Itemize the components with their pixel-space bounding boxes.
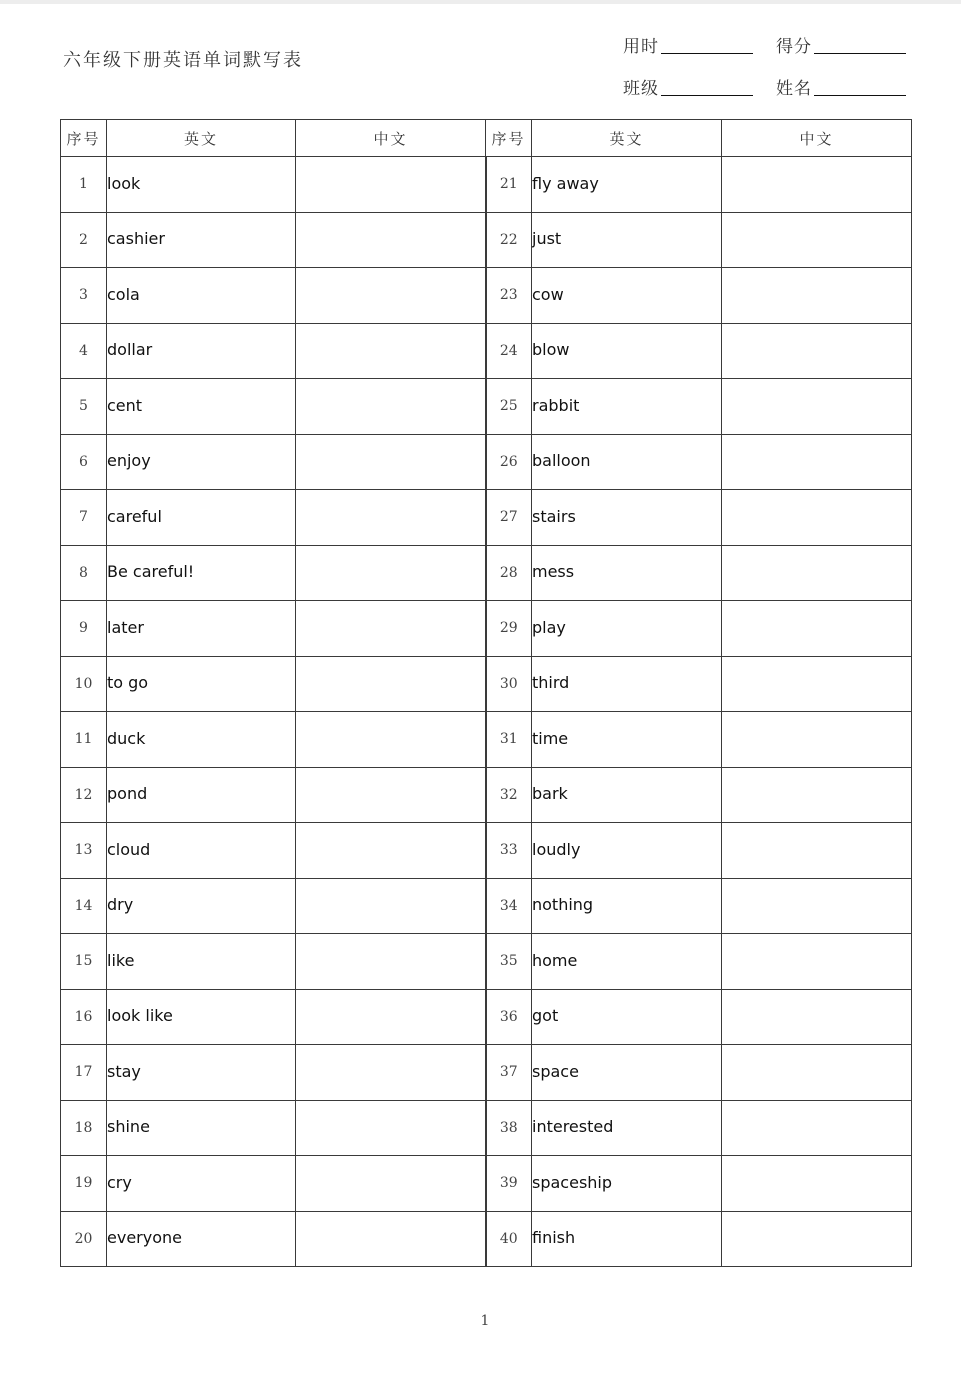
english-word-left-text: pond [107, 784, 148, 804]
chinese-answer-right[interactable] [722, 934, 912, 990]
row-number-right [486, 1156, 532, 1212]
row-number-right [486, 934, 532, 990]
row-number-right [486, 712, 532, 768]
table-row [61, 545, 912, 601]
row-number-left [61, 379, 107, 435]
english-word-left-text: later [107, 617, 144, 637]
english-word-left [107, 601, 296, 657]
english-word-right [532, 434, 722, 490]
english-word-right-text: home [532, 950, 578, 970]
english-word-right [532, 989, 722, 1045]
row-number-left [61, 601, 107, 657]
english-word-left [107, 434, 296, 490]
english-word-right-text: blow [532, 340, 570, 360]
english-word-left [107, 1100, 296, 1156]
class-label: 班级 [623, 79, 659, 99]
english-word-left-text: look [107, 173, 141, 193]
row-number-left-text: 2 [79, 231, 88, 248]
chinese-answer-right[interactable] [722, 490, 912, 546]
english-word-left-text: careful [107, 506, 162, 526]
chinese-answer-right[interactable] [722, 1045, 912, 1101]
table-row [61, 434, 912, 490]
english-word-right-text: interested [532, 1117, 614, 1137]
english-word-left [107, 1045, 296, 1101]
english-word-left-text: look like [107, 1006, 173, 1026]
row-number-right [486, 1211, 532, 1267]
english-word-left [107, 212, 296, 268]
chinese-answer-right[interactable] [722, 767, 912, 823]
table-row [61, 601, 912, 657]
row-number-left [61, 323, 107, 379]
english-word-right-text: just [532, 229, 562, 249]
table-row [61, 157, 912, 213]
chinese-answer-left[interactable] [296, 1100, 486, 1156]
row-number-right-text: 38 [499, 1119, 518, 1136]
english-word-left-text: everyone [107, 1228, 182, 1248]
chinese-answer-right[interactable] [722, 712, 912, 768]
english-word-right-text: fly away [532, 173, 599, 193]
row-number-right [486, 379, 532, 435]
table-row [61, 490, 912, 546]
english-word-left [107, 656, 296, 712]
chinese-answer-right[interactable] [722, 157, 912, 213]
table-row [61, 1211, 912, 1267]
english-word-left [107, 379, 296, 435]
chinese-answer-left[interactable] [296, 212, 486, 268]
row-number-left [61, 545, 107, 601]
english-word-right-text: cow [532, 284, 564, 304]
row-number-left [61, 157, 107, 213]
english-word-left-text: cry [107, 1172, 132, 1192]
table-row [61, 989, 912, 1045]
row-number-left-text: 8 [79, 564, 88, 581]
english-word-left [107, 1211, 296, 1267]
time-label: 用时 [623, 37, 659, 57]
row-number-left-text: 5 [79, 398, 88, 415]
table-body [61, 157, 912, 1267]
row-number-left [61, 490, 107, 546]
english-word-left [107, 934, 296, 990]
english-word-left-text: to go [107, 673, 149, 693]
english-word-right-text: time [532, 728, 569, 748]
english-word-left [107, 989, 296, 1045]
row-number-right-text: 33 [499, 842, 518, 859]
chinese-answer-right[interactable] [722, 656, 912, 712]
chinese-answer-right[interactable] [722, 989, 912, 1045]
row-number-right [486, 545, 532, 601]
row-number-right-text: 36 [499, 1008, 518, 1025]
english-word-left-text: stay [107, 1061, 141, 1081]
row-number-right-text: 29 [499, 620, 518, 637]
table-row [61, 212, 912, 268]
english-word-left-text: duck [107, 728, 146, 748]
english-word-left-text: cent [107, 395, 143, 415]
chinese-answer-left[interactable] [296, 379, 486, 435]
row-number-left-text: 13 [74, 842, 93, 859]
chinese-answer-right[interactable] [722, 268, 912, 324]
row-number-left-text: 3 [79, 287, 88, 304]
row-number-left [61, 1156, 107, 1212]
english-word-left-text: cloud [107, 839, 151, 859]
english-word-right [532, 212, 722, 268]
english-word-right [532, 823, 722, 879]
english-word-right [532, 1156, 722, 1212]
english-word-left [107, 823, 296, 879]
chinese-answer-left[interactable] [296, 268, 486, 324]
name-field[interactable] [776, 74, 906, 99]
row-number-right-text: 37 [499, 1064, 518, 1081]
row-number-right-text: 30 [499, 675, 518, 692]
page-top-edge [0, 0, 961, 4]
row-number-right [486, 989, 532, 1045]
row-number-left [61, 989, 107, 1045]
row-number-left [61, 656, 107, 712]
table-row [61, 1045, 912, 1101]
english-word-right-text: balloon [532, 451, 591, 471]
chinese-answer-left[interactable] [296, 323, 486, 379]
chinese-answer-left[interactable] [296, 490, 486, 546]
english-word-right [532, 268, 722, 324]
row-number-right [486, 212, 532, 268]
row-number-left-text: 16 [74, 1008, 93, 1025]
page-number: 1 [480, 1313, 490, 1329]
english-word-left-text: dollar [107, 340, 153, 360]
chinese-answer-left[interactable] [296, 656, 486, 712]
row-number-left-text: 14 [74, 897, 93, 914]
english-word-right-text: rabbit [532, 395, 580, 415]
chinese-answer-left[interactable] [296, 712, 486, 768]
english-word-right-text: got [532, 1006, 559, 1026]
header-index-right: 序号 [486, 120, 532, 157]
row-number-right-text: 31 [499, 731, 518, 748]
table-row [61, 656, 912, 712]
english-word-right [532, 379, 722, 435]
english-word-right-text: play [532, 617, 566, 637]
row-number-left [61, 268, 107, 324]
row-number-left [61, 434, 107, 490]
english-word-right [532, 545, 722, 601]
row-number-right-text: 34 [499, 897, 518, 914]
chinese-answer-left[interactable] [296, 601, 486, 657]
row-number-left [61, 767, 107, 823]
table-row [61, 323, 912, 379]
table-row [61, 712, 912, 768]
chinese-answer-right[interactable] [722, 545, 912, 601]
english-word-left [107, 712, 296, 768]
row-number-right [486, 323, 532, 379]
row-number-left-text: 10 [74, 675, 93, 692]
english-word-left-text: dry [107, 895, 134, 915]
chinese-answer-left[interactable] [296, 1045, 486, 1101]
header-chinese-left: 中文 [296, 120, 486, 157]
row-number-left [61, 823, 107, 879]
row-number-right-text: 32 [499, 786, 518, 803]
header-chinese-right: 中文 [722, 120, 912, 157]
english-word-right-text: third [532, 673, 570, 693]
row-number-right-text: 21 [499, 176, 518, 193]
row-number-right-text: 40 [499, 1230, 518, 1247]
english-word-right [532, 712, 722, 768]
row-number-left-text: 4 [79, 342, 88, 359]
row-number-left [61, 212, 107, 268]
row-number-right [486, 490, 532, 546]
row-number-right [486, 268, 532, 324]
class-blank[interactable] [661, 95, 753, 96]
row-number-left-text: 20 [74, 1230, 93, 1247]
chinese-answer-right[interactable] [722, 323, 912, 379]
row-number-right-text: 35 [499, 953, 518, 970]
row-number-right [486, 823, 532, 879]
english-word-right [532, 1100, 722, 1156]
english-word-left [107, 323, 296, 379]
chinese-answer-right[interactable] [722, 1211, 912, 1267]
table-header-row [61, 120, 912, 157]
table-row [61, 1100, 912, 1156]
row-number-right-text: 39 [499, 1175, 518, 1192]
header-english-left: 英文 [107, 120, 296, 157]
english-word-right-text: spaceship [532, 1172, 613, 1192]
row-number-left [61, 1045, 107, 1101]
score-blank[interactable] [814, 53, 906, 54]
table-row [61, 767, 912, 823]
row-number-left-text: 15 [74, 953, 93, 970]
chinese-answer-right[interactable] [722, 1100, 912, 1156]
row-number-right-text: 25 [499, 398, 518, 415]
english-word-right-text: bark [532, 784, 568, 804]
english-word-left [107, 157, 296, 213]
chinese-answer-right[interactable] [722, 379, 912, 435]
chinese-answer-left[interactable] [296, 545, 486, 601]
row-number-right [486, 1100, 532, 1156]
row-number-right-text: 27 [499, 509, 518, 526]
english-word-left-text: cashier [107, 229, 165, 249]
table-row [61, 268, 912, 324]
row-number-left-text: 6 [79, 453, 88, 470]
english-word-right [532, 157, 722, 213]
english-word-right [532, 767, 722, 823]
chinese-answer-left[interactable] [296, 989, 486, 1045]
row-number-left [61, 1211, 107, 1267]
english-word-left [107, 1156, 296, 1212]
table-row [61, 823, 912, 879]
chinese-answer-left[interactable] [296, 434, 486, 490]
row-number-left-text: 12 [74, 786, 93, 803]
row-number-right-text: 23 [499, 287, 518, 304]
english-word-left [107, 268, 296, 324]
chinese-answer-left[interactable] [296, 1211, 486, 1267]
english-word-right-text: mess [532, 562, 575, 582]
english-word-right [532, 490, 722, 546]
english-word-right [532, 1211, 722, 1267]
chinese-answer-right[interactable] [722, 823, 912, 879]
english-word-right [532, 323, 722, 379]
score-label: 得分 [776, 37, 812, 57]
row-number-left [61, 878, 107, 934]
english-word-left [107, 490, 296, 546]
english-word-left-text: Be careful! [107, 562, 195, 582]
name-blank[interactable] [814, 95, 906, 96]
chinese-answer-right[interactable] [722, 212, 912, 268]
row-number-right [486, 157, 532, 213]
chinese-answer-left[interactable] [296, 878, 486, 934]
row-number-right-text: 28 [499, 564, 518, 581]
english-word-left-text: like [107, 950, 135, 970]
row-number-left [61, 712, 107, 768]
class-field[interactable] [623, 74, 753, 99]
row-number-right [486, 767, 532, 823]
row-number-left [61, 1100, 107, 1156]
chinese-answer-left[interactable] [296, 823, 486, 879]
table-row [61, 379, 912, 435]
score-field[interactable] [776, 32, 906, 57]
english-word-right [532, 601, 722, 657]
table-row [61, 878, 912, 934]
header-english-right: 英文 [532, 120, 722, 157]
english-word-right-text: space [532, 1061, 579, 1081]
time-field[interactable] [623, 32, 753, 57]
row-number-right-text: 22 [499, 231, 518, 248]
row-number-left-text: 18 [74, 1119, 93, 1136]
chinese-answer-right[interactable] [722, 1156, 912, 1212]
row-number-right [486, 656, 532, 712]
english-word-left [107, 878, 296, 934]
row-number-left-text: 19 [74, 1175, 93, 1192]
row-number-left-text: 11 [74, 731, 93, 748]
row-number-left-text: 7 [79, 509, 88, 526]
english-word-left-text: shine [107, 1117, 150, 1137]
english-word-left-text: cola [107, 284, 140, 304]
chinese-answer-left[interactable] [296, 934, 486, 990]
chinese-answer-left[interactable] [296, 1156, 486, 1212]
english-word-right [532, 878, 722, 934]
chinese-answer-right[interactable] [722, 434, 912, 490]
worksheet-title: 六年级下册英语单词默写表 [63, 50, 303, 71]
row-number-right-text: 24 [499, 342, 518, 359]
english-word-right [532, 1045, 722, 1101]
chinese-answer-right[interactable] [722, 878, 912, 934]
time-blank[interactable] [661, 53, 753, 54]
chinese-answer-left[interactable] [296, 767, 486, 823]
row-number-right [486, 601, 532, 657]
header-index-left: 序号 [61, 120, 107, 157]
row-number-right [486, 434, 532, 490]
english-word-right-text: loudly [532, 839, 581, 859]
english-word-right-text: stairs [532, 506, 576, 526]
english-word-left-text: enjoy [107, 451, 151, 471]
english-word-left [107, 545, 296, 601]
row-number-left-text: 1 [79, 176, 88, 193]
english-word-right-text: finish [532, 1228, 576, 1248]
row-number-left-text: 9 [79, 620, 88, 637]
english-word-right-text: nothing [532, 895, 594, 915]
table-row [61, 934, 912, 990]
english-word-left [107, 767, 296, 823]
table-row [61, 1156, 912, 1212]
row-number-left [61, 934, 107, 990]
row-number-right [486, 1045, 532, 1101]
english-word-right [532, 656, 722, 712]
row-number-left-text: 17 [74, 1064, 93, 1081]
row-number-right-text: 26 [499, 453, 518, 470]
row-number-right [486, 878, 532, 934]
vocabulary-table [60, 119, 912, 1267]
name-label: 姓名 [776, 79, 812, 99]
chinese-answer-left[interactable] [296, 157, 486, 213]
english-word-right [532, 934, 722, 990]
chinese-answer-right[interactable] [722, 601, 912, 657]
